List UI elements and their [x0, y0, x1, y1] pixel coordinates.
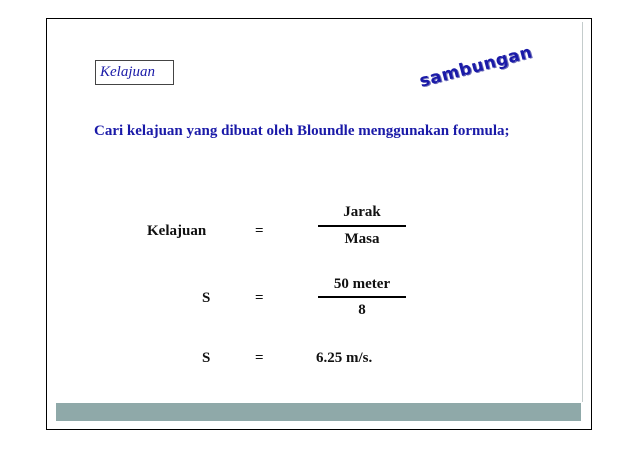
equation-2-sign: = [255, 290, 264, 306]
slide-bottom-bar [56, 403, 581, 421]
equation-3-sign: = [255, 350, 264, 366]
equation-1-sign: = [255, 223, 264, 239]
intro-text: Cari kelajuan yang dibuat oleh Bloundle menggunakan formula; [94, 123, 510, 139]
continuation-badge: sambungan [417, 42, 535, 92]
equation-1-denominator: Masa [344, 231, 380, 247]
equation-3-lhs: S [202, 350, 211, 366]
slide-title: Kelajuan [95, 60, 174, 85]
equation-1-lhs: Kelajuan [147, 223, 207, 239]
equation-2-denominator: 8 [358, 302, 366, 318]
slide-right-rule [582, 22, 583, 402]
equation-1-numerator: Jarak [343, 204, 381, 220]
equation-1-fraction-line [318, 225, 406, 227]
equation-3-value: 6.25 m/s. [316, 350, 373, 366]
equation-2-lhs: S [202, 290, 211, 306]
equation-2-fraction-line [318, 296, 406, 298]
equation-2-numerator: 50 meter [333, 276, 391, 292]
